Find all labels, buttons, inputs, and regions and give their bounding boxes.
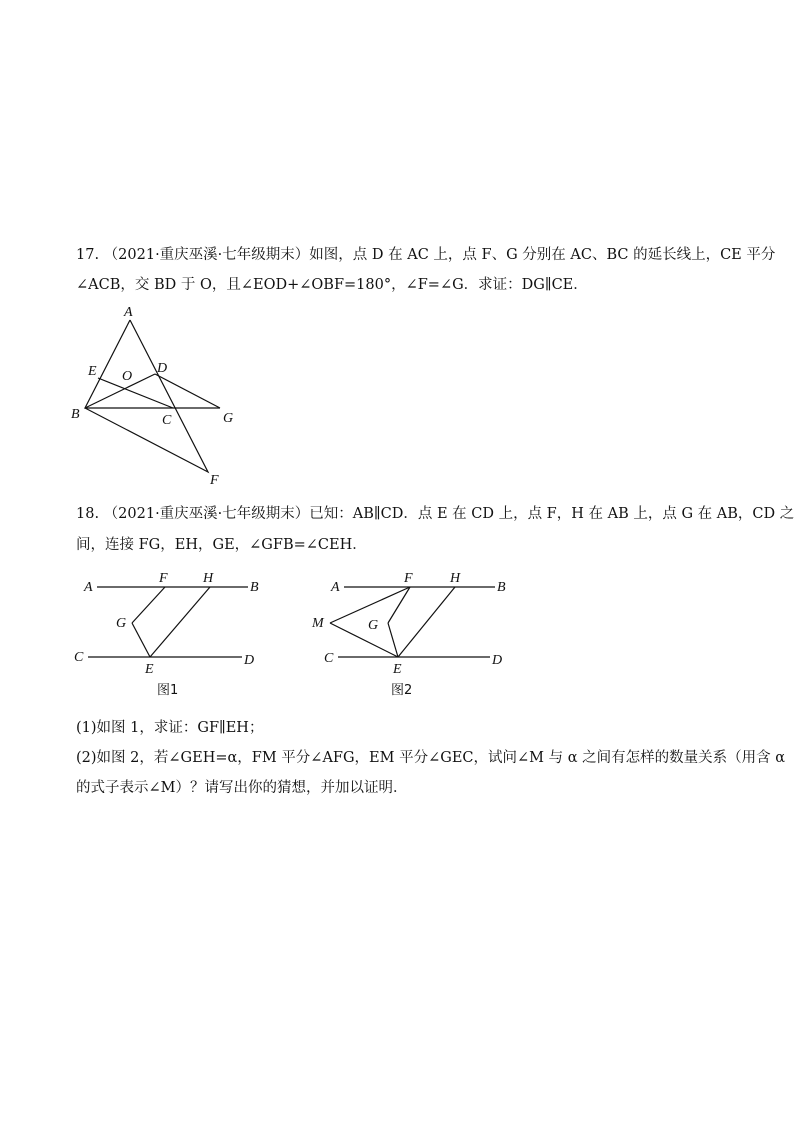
q18-fig1-label-h: H — [203, 571, 214, 586]
q17-triangle-figure — [60, 300, 260, 490]
q18-fig1-label-d: D — [244, 653, 255, 668]
q17-label-c: C — [162, 413, 172, 428]
q18-fig1-caption: 图1 — [157, 683, 179, 698]
q18-fig1-label-f: F — [159, 571, 168, 586]
q18-part2-line1: (2)如图 2，若∠GEH=α，FM 平分∠AFG，EM 平分∠GEC，试问∠M 与 α 之间有怎样的数量关系（用含 α — [76, 750, 786, 766]
q18-figure-2 — [300, 565, 530, 705]
q18-fig1-label-g: G — [116, 616, 127, 631]
q17-label-o: O — [122, 369, 133, 384]
q17-label-f: F — [210, 473, 219, 488]
q18-fig2-label-m: M — [312, 616, 324, 631]
q18-fig2-label-g: G — [368, 618, 379, 633]
q18-figure-1 — [70, 565, 270, 705]
q18-fig2-caption: 图2 — [391, 683, 413, 698]
q18-fig1-label-e: E — [145, 662, 154, 677]
q18-fig2-label-f: F — [404, 571, 413, 586]
q18-fig2-label-d: D — [492, 653, 503, 668]
q18-part2-line2: 的式子表示∠M）？请写出你的猜想，并加以证明． — [76, 780, 408, 796]
q17-text-line2: ∠ACB，交 BD 于 O，且∠EOD+∠OBF=180°，∠F=∠G．求证：DG∥CE． — [76, 277, 588, 293]
q17-label-e: E — [88, 364, 97, 379]
q18-fig2-label-h: H — [450, 571, 461, 586]
q17-label-a: A — [124, 305, 133, 320]
q18-fig1-label-c: C — [74, 650, 84, 665]
q18-fig1-label-a: A — [84, 580, 93, 595]
q18-text-line2: 间，连接 FG，EH，GE，∠GFB=∠CEH． — [76, 537, 367, 553]
q17-label-g: G — [223, 411, 234, 426]
q18-fig2-label-a: A — [331, 580, 340, 595]
q17-text-line1: 17. （2021·重庆巫溪·七年级期末）如图，点 D 在 AC 上，点 F、G 分别在 AC、BC 的延长线上，CE 平分 — [76, 247, 776, 263]
q17-label-d: D — [157, 361, 168, 376]
q18-fig2-label-b: B — [497, 580, 506, 595]
q18-part1: (1)如图 1，求证：GF∥EH； — [76, 720, 264, 736]
q18-text-line1: 18. （2021·重庆巫溪·七年级期末）已知：AB∥CD．点 E 在 CD 上，点 F，H 在 AB 上，点 G 在 AB，CD 之 — [76, 506, 795, 522]
q18-fig2-label-c: C — [324, 651, 334, 666]
q18-fig1-label-b: B — [250, 580, 259, 595]
q18-fig2-label-e: E — [393, 662, 402, 677]
q17-label-b: B — [71, 407, 80, 422]
